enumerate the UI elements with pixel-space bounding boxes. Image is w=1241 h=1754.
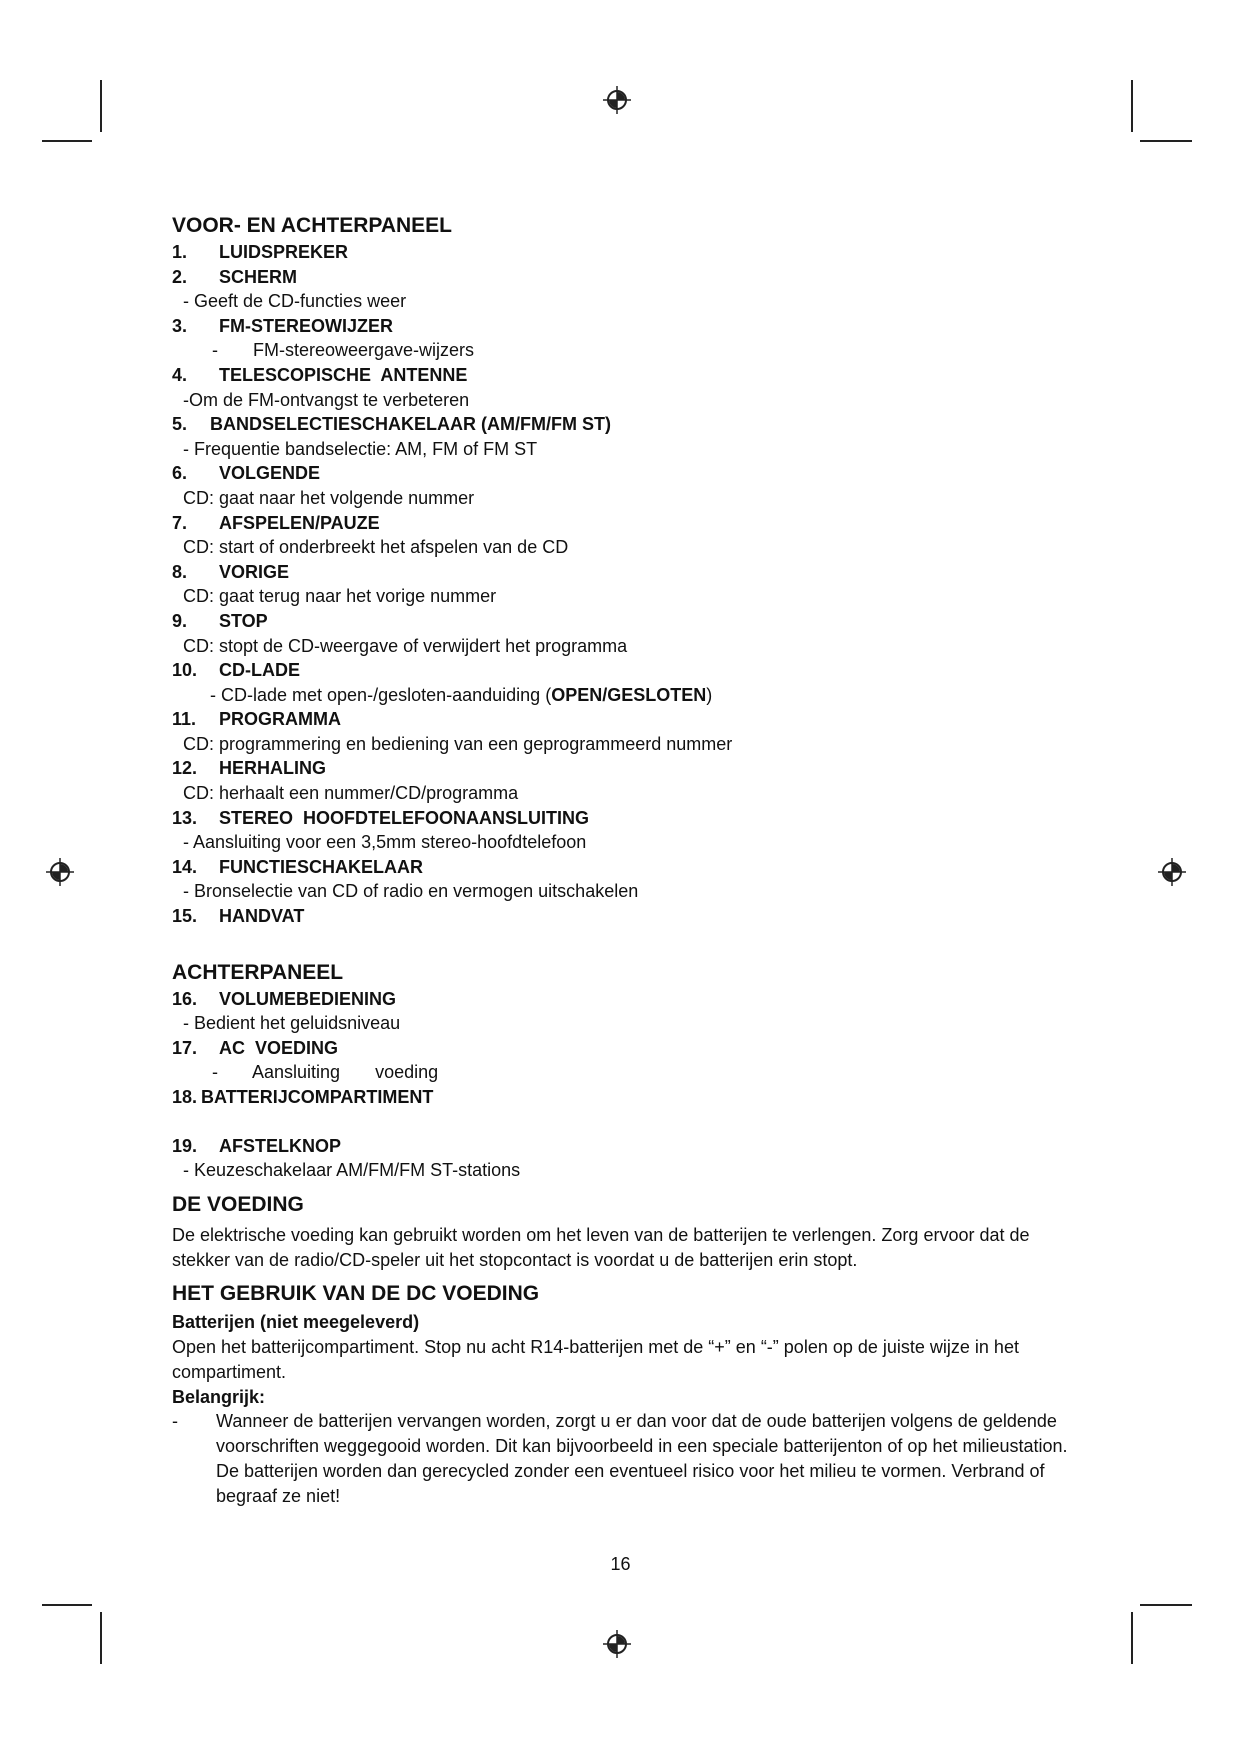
item-heading xyxy=(172,265,1072,290)
item-heading xyxy=(172,363,1072,388)
item-number: 2. xyxy=(172,266,188,287)
item-description: - Aansluiting voeding xyxy=(212,1062,439,1083)
item-number: 14. xyxy=(172,856,198,877)
item-heading xyxy=(172,756,1072,781)
item-heading xyxy=(172,560,1072,585)
item-number: 6. xyxy=(172,463,188,484)
item-number: 4. xyxy=(172,364,188,385)
crop-mark xyxy=(1140,140,1192,142)
item-label: CD-LADE xyxy=(219,660,300,681)
page-number: 16 xyxy=(610,1554,631,1574)
item-heading xyxy=(172,609,1072,634)
item-number: 16. xyxy=(172,988,198,1009)
item-heading xyxy=(172,707,1072,732)
item-label: VOLGENDE xyxy=(219,463,321,484)
description-text: ) xyxy=(706,684,713,705)
item-number: 13. xyxy=(172,807,198,828)
crop-mark xyxy=(1131,1612,1133,1664)
item-description: CD: stopt de CD-weergave of verwijdert het programma xyxy=(183,635,628,656)
crop-mark xyxy=(100,1612,102,1664)
item-label: AC VOEDING xyxy=(219,1037,339,1058)
important-heading: Belangrijk: xyxy=(172,1386,266,1407)
power-paragraph: De elektrische voeding kan gebruikt worden om het leven van de batterijen te verlengen. Zorg ervoor dat de stekker van de radio/CD-speler uit het stopcontact is voordat u de batterijen erin stopt. xyxy=(172,1224,1030,1270)
crop-mark xyxy=(1131,80,1133,132)
item-heading xyxy=(172,314,1072,339)
item-label: STEREO HOOFDTELEFOONAANSLUITING xyxy=(219,807,590,828)
item-label: BATTERIJCOMPARTIMENT xyxy=(201,1087,434,1107)
item-label: BANDSELECTIESCHAKELAAR (AM/FM/FM ST) xyxy=(210,414,611,435)
item-heading xyxy=(172,855,1072,880)
bullet-text: Wanneer de batterijen vervangen worden, zorgt u er dan voor dat de oude batterijen volgens de geldende voorschriften weggegooid worden. Dit kan bijvoorbeeld in een speciale batterijenton of op het milieustation. De batterijen worden dan gerecycled zonder een eventueel risico voor het milieu te vormen. Verbrand of begraaf ze niet! xyxy=(216,1411,1068,1506)
item-number: 12. xyxy=(172,758,198,779)
item-description: - Keuzeschakelaar AM/FM/FM ST-stations xyxy=(183,1160,521,1181)
item-number: 7. xyxy=(172,512,188,533)
crop-mark xyxy=(42,1604,92,1606)
item-number: 1. xyxy=(172,242,188,262)
item-heading xyxy=(172,240,1072,265)
item-description: CD: start of onderbreekt het afspelen van de CD xyxy=(183,537,569,558)
item-heading xyxy=(172,987,1072,1012)
crop-mark xyxy=(42,140,92,142)
item-number: 10. xyxy=(172,660,198,681)
section-title-dc-power: HET GEBRUIK VAN DE DC VOEDING xyxy=(172,1282,540,1306)
item-description: - Bronselectie van CD of radio en vermogen uitschakelen xyxy=(183,881,639,902)
item-heading xyxy=(172,904,1072,929)
item-number: 9. xyxy=(172,610,188,631)
item-number: 19. xyxy=(172,1135,198,1156)
item-number: 5. xyxy=(172,414,188,435)
section-title-power: DE VOEDING xyxy=(172,1192,304,1216)
batteries-heading: Batterijen (niet meegeleverd) xyxy=(172,1312,420,1333)
item-heading xyxy=(172,1085,1072,1110)
registration-mark-icon xyxy=(602,85,632,115)
item-description: CD: gaat naar het volgende nummer xyxy=(183,487,475,508)
item-number: 3. xyxy=(172,315,188,336)
crop-mark xyxy=(100,80,102,132)
registration-mark-icon xyxy=(1157,857,1187,887)
batteries-paragraph: Open het batterijcompartiment. Stop nu acht R14-batterijen met de “+” en “-” polen op de juiste wijze in het compartiment. xyxy=(172,1336,1019,1382)
item-heading xyxy=(172,511,1072,536)
item-description: - Geeft de CD-functies weer xyxy=(183,291,407,312)
item-number: 15. xyxy=(172,906,198,927)
item-number: 8. xyxy=(172,561,188,582)
crop-mark xyxy=(1140,1604,1192,1606)
item-heading xyxy=(172,461,1072,486)
bullet-dash: - xyxy=(172,1411,178,1432)
item-label: FUNCTIESCHAKELAAR xyxy=(219,856,423,877)
item-label: AFSPELEN/PAUZE xyxy=(219,512,380,533)
item-label: VORIGE xyxy=(219,561,290,582)
item-label: VOLUMEBEDIENING xyxy=(219,988,397,1009)
item-heading xyxy=(172,1134,1072,1159)
item-label: SCHERM xyxy=(219,266,298,287)
registration-mark-icon xyxy=(602,1629,632,1659)
item-label: STOP xyxy=(219,610,268,631)
item-description: - FM-stereoweergave-wijzers xyxy=(212,340,475,361)
item-heading xyxy=(172,412,1072,437)
item-description: - Aansluiting voor een 3,5mm stereo-hoofdtelefoon xyxy=(183,832,587,853)
item-description: CD: herhaalt een nummer/CD/programma xyxy=(183,783,519,804)
item-number: 11. xyxy=(172,709,197,730)
item-description: CD: gaat terug naar het vorige nummer xyxy=(183,586,497,607)
important-bullet xyxy=(172,1409,1072,1508)
page-content xyxy=(172,212,1072,1508)
item-number: 17. xyxy=(172,1037,198,1058)
spacer xyxy=(172,1110,1072,1134)
item-description: CD: programmering en bediening van een geprogrammeerd nummer xyxy=(183,733,733,754)
item-heading xyxy=(172,806,1072,831)
item-label: PROGRAMMA xyxy=(219,709,341,730)
item-label: HANDVAT xyxy=(219,906,305,927)
description-bold-text: OPEN/GESLOTEN xyxy=(551,684,707,705)
description-text: - CD-lade met open-/gesloten-aanduiding ( xyxy=(210,684,552,705)
item-description xyxy=(172,683,1072,708)
item-label: TELESCOPISCHE ANTENNE xyxy=(219,364,468,385)
item-label: HERHALING xyxy=(219,758,326,779)
section-title-back-panel: ACHTERPANEEL xyxy=(172,960,344,984)
item-heading xyxy=(172,658,1072,683)
item-label: LUIDSPREKER xyxy=(219,242,349,262)
item-description: - Bedient het geluidsniveau xyxy=(183,1013,401,1034)
item-number: 18. xyxy=(172,1087,198,1107)
registration-mark-icon xyxy=(45,857,75,887)
item-description: - Frequentie bandselectie: AM, FM of FM ST xyxy=(183,438,538,459)
item-label: AFSTELKNOP xyxy=(219,1135,342,1156)
item-description: -Om de FM-ontvangst te verbeteren xyxy=(183,389,470,410)
item-label: FM-STEREOWIJZER xyxy=(219,315,393,336)
item-heading xyxy=(172,1036,1072,1061)
section-title-front-panel: VOOR- EN ACHTERPANEEL xyxy=(172,214,453,237)
